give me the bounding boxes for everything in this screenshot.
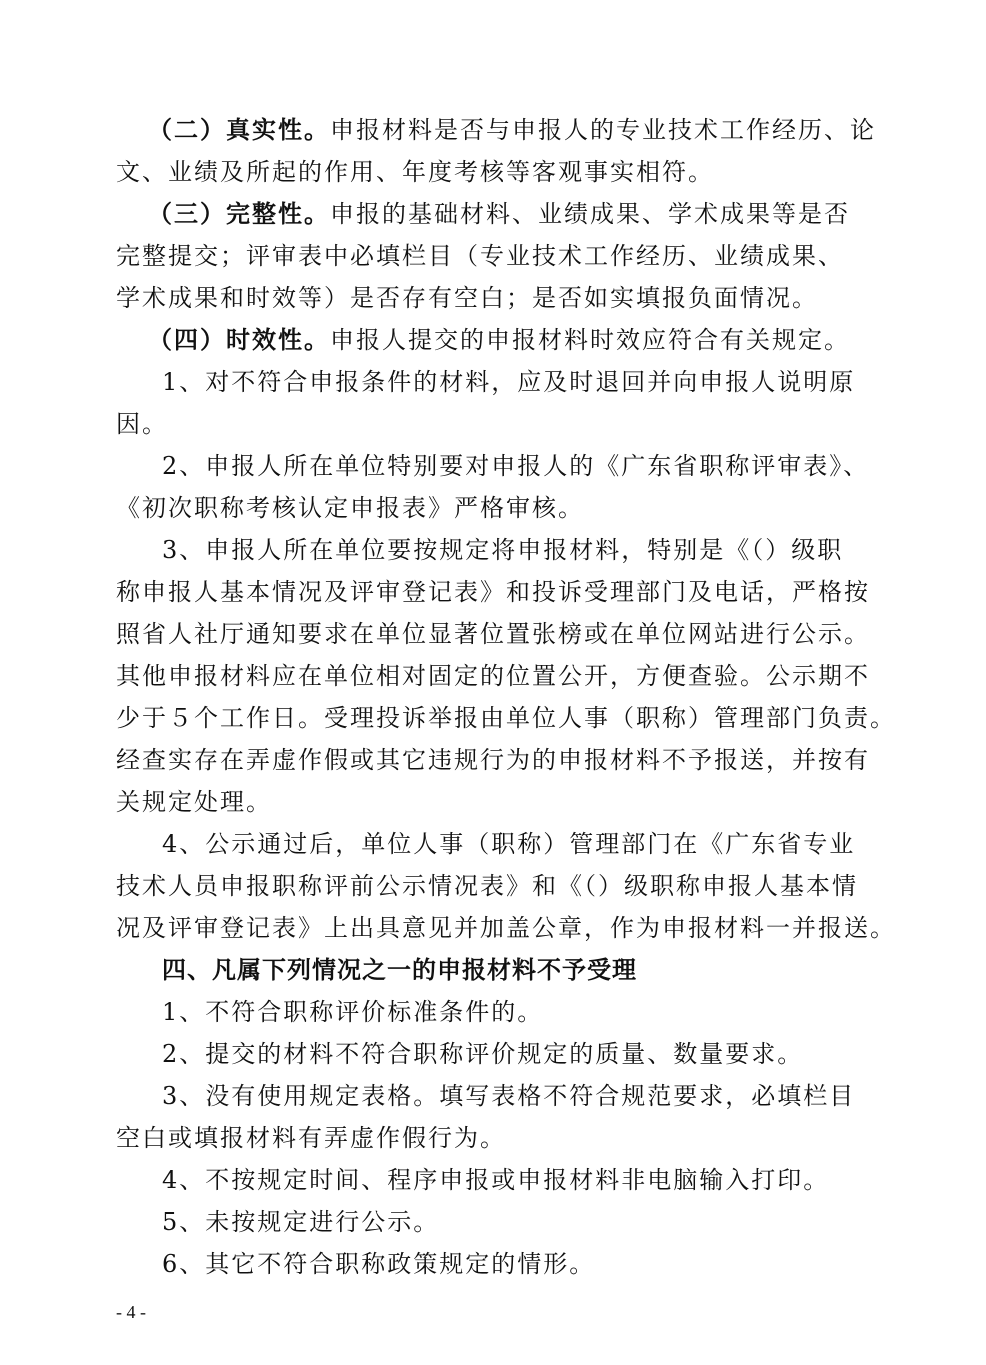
section-timeliness-text: 申报人提交的申报材料时效应符合有关规定。 <box>330 326 850 354</box>
section-truthfulness-text: 申报材料是否与申报人的专业技术工作经历、论 <box>330 116 876 144</box>
item-2-line-2: 《初次职称考核认定申报表》严格审核。 <box>116 494 584 522</box>
page-number: - 4 - <box>116 1302 146 1322</box>
section-completeness-line-1 <box>0 193 986 235</box>
item-4-line-1: 4、公示通过后，单位人事（职称）管理部门在《广东省专业 <box>162 830 856 858</box>
paragraph-line: 文、业绩及所起的作用、年度考核等客观事实相符。 <box>116 158 714 186</box>
section-timeliness-line-1 <box>0 319 986 361</box>
item-3-line-4: 其他申报材料应在单位相对固定的位置公开，方便查验。公示期不 <box>116 662 870 690</box>
paragraph-line: 学术成果和时效等）是否存有空白；是否如实填报负面情况。 <box>116 284 818 312</box>
item-1-line-1: 1、对不符合申报条件的材料，应及时退回并向申报人说明原 <box>162 368 856 396</box>
item-1-line-2: 因。 <box>116 410 168 438</box>
section-truthfulness-line-1 <box>0 109 986 151</box>
section-timeliness-heading: （四）时效性。 <box>148 326 330 354</box>
item-3-line-3: 照省人社厅通知要求在单位显著位置张榜或在单位网站进行公示。 <box>116 620 870 648</box>
rejection-item-2: 2、提交的材料不符合职称评价规定的质量、数量要求。 <box>162 1040 804 1068</box>
rejection-item-5: 5、未按规定进行公示。 <box>162 1208 440 1236</box>
item-4-line-2: 技术人员申报职称评前公示情况表》和《（）级职称申报人基本情 <box>116 872 858 900</box>
section-four-heading: 四、凡属下列情况之一的申报材料不予受理 <box>162 956 637 984</box>
item-3-line-5: 少于５个工作日。受理投诉举报由单位人事（职称）管理部门负责。 <box>116 704 896 732</box>
section-completeness-text: 申报的基础材料、业绩成果、学术成果等是否 <box>330 200 850 228</box>
rejection-item-6: 6、其它不符合职称政策规定的情形。 <box>162 1250 596 1278</box>
item-3-line-6: 经查实存在弄虚作假或其它违规行为的申报材料不予报送，并按有 <box>116 746 870 774</box>
section-truthfulness-heading: （二）真实性。 <box>148 116 330 144</box>
item-3-line-7: 关规定处理。 <box>116 788 272 816</box>
item-4-line-3: 况及评审登记表》上出具意见并加盖公章，作为申报材料一并报送。 <box>116 914 896 942</box>
rejection-item-3-line-2: 空白或填报材料有弄虚作假行为。 <box>116 1124 506 1152</box>
rejection-item-4: 4、不按规定时间、程序申报或申报材料非电脑输入打印。 <box>162 1166 830 1194</box>
paragraph-line: 完整提交；评审表中必填栏目（专业技术工作经历、业绩成果、 <box>116 242 844 270</box>
section-completeness-heading: （三）完整性。 <box>148 200 330 228</box>
item-2-line-1: 2、申报人所在单位特别要对申报人的《广东省职称评审表》、 <box>162 452 870 480</box>
item-3-line-2: 称申报人基本情况及评审登记表》和投诉受理部门及电话，严格按 <box>116 578 870 606</box>
rejection-item-3-line-1: 3、没有使用规定表格。填写表格不符合规范要求，必填栏目 <box>162 1082 856 1110</box>
rejection-item-1: 1、不符合职称评价标准条件的。 <box>162 998 544 1026</box>
item-3-line-1: 3、申报人所在单位要按规定将申报材料，特别是《（）级职 <box>162 536 844 564</box>
